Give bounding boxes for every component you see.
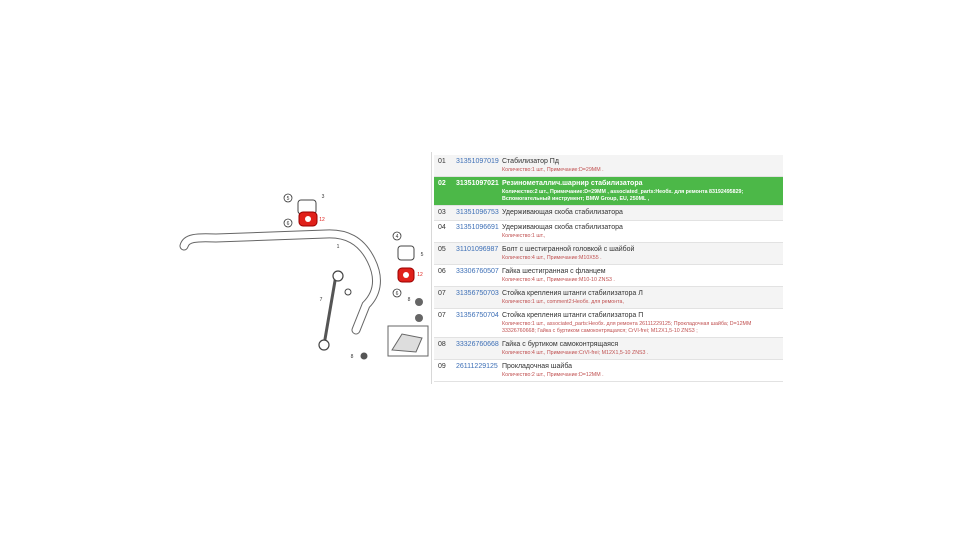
part-description bbox=[502, 287, 783, 309]
callout-8a: 8 bbox=[350, 354, 354, 360]
part-description bbox=[502, 177, 783, 206]
part-note: Количество:4 шт., Примечание:CrVI-frei; M12X1,5-10 ZNS3 . bbox=[502, 350, 649, 356]
callout-12b: 12 bbox=[417, 272, 423, 278]
position-number: 02 bbox=[434, 177, 456, 206]
parts-row[interactable] bbox=[434, 177, 783, 206]
callout-3: 3 bbox=[321, 194, 325, 200]
parts-table bbox=[434, 155, 783, 382]
stabilizer-exploded-view bbox=[176, 180, 432, 370]
parts-row[interactable] bbox=[434, 360, 783, 382]
parts-row[interactable] bbox=[434, 338, 783, 360]
part-name: Гайка шестигранная с фланцем bbox=[502, 268, 606, 275]
part-number-link[interactable]: 31351097021 bbox=[456, 177, 502, 206]
part-number-link[interactable]: 31351096691 bbox=[456, 221, 502, 243]
part-name: Удерживающая скоба стабилизатора bbox=[502, 209, 623, 216]
stabilizer-bar bbox=[184, 234, 376, 330]
part-number-link[interactable]: 31101096987 bbox=[456, 243, 502, 265]
parts-row[interactable] bbox=[434, 287, 783, 309]
part-name: Удерживающая скоба стабилизатора bbox=[502, 224, 623, 231]
part-note: Количество:1 шт., Примечание:D=29MM . bbox=[502, 167, 604, 173]
part-number-link[interactable]: 31356750704 bbox=[456, 309, 502, 338]
parts-row[interactable] bbox=[434, 206, 783, 221]
part-note: Количество:2 шт., Примечание:D=29MM , associated_parts:Необх. для ремонта 83192495829; Вспомогательный инструмент; BMW Group, EU, 250ML , bbox=[502, 189, 744, 202]
position-number: 07 bbox=[434, 309, 456, 338]
part-description bbox=[502, 338, 783, 360]
callout-6b: 6 bbox=[395, 291, 399, 297]
part-number-link[interactable]: 33326760668 bbox=[456, 338, 502, 360]
parts-row[interactable] bbox=[434, 309, 783, 338]
position-number: 05 bbox=[434, 243, 456, 265]
part-number-link[interactable]: 26111229125 bbox=[456, 360, 502, 382]
part-note: Количество:2 шт., Примечание:D=12MM . bbox=[502, 372, 604, 378]
part-note: Количество:1 шт., associated_parts:Необх. для ремонта 26111229125; Прокладочная шайба; D=12MM 33326760668; Гайка с буртиком самоконтрящаяся; CrVI-frei; M12X1,5-10 ZNS3 ; bbox=[502, 321, 752, 334]
part-name: Стабилизатор Пд bbox=[502, 158, 559, 165]
part-note: Количество:4 шт., Примечание:M10-10 ZNS3 . bbox=[502, 277, 615, 283]
callout-5b: 4 bbox=[395, 234, 399, 240]
part-name: Гайка с буртиком самоконтрящаяся bbox=[502, 341, 619, 348]
position-number: 03 bbox=[434, 206, 456, 221]
panel-divider bbox=[431, 152, 432, 384]
part-name: Стойка крепления штанги стабилизатора П bbox=[502, 312, 644, 319]
parts-row[interactable] bbox=[434, 265, 783, 287]
part-number-link[interactable]: 31356750703 bbox=[456, 287, 502, 309]
position-number: 09 bbox=[434, 360, 456, 382]
parts-row[interactable] bbox=[434, 243, 783, 265]
callout-5: 5 bbox=[286, 196, 290, 202]
position-number: 06 bbox=[434, 265, 456, 287]
part-description bbox=[502, 243, 783, 265]
part-name: Резинометаллич.шарнир стабилизатора bbox=[502, 180, 643, 187]
part-note: Количество:1 шт., bbox=[502, 233, 546, 239]
callout-4: 5 bbox=[420, 252, 424, 258]
bracket-4 bbox=[398, 246, 414, 260]
parts-row[interactable] bbox=[434, 155, 783, 177]
callout-6: 6 bbox=[286, 221, 290, 227]
position-number: 04 bbox=[434, 221, 456, 243]
part-number-link[interactable]: 33306760507 bbox=[456, 265, 502, 287]
position-number: 07 bbox=[434, 287, 456, 309]
parts-diagram bbox=[176, 180, 432, 370]
part-description bbox=[502, 221, 783, 243]
part-number-link[interactable]: 31351096753 bbox=[456, 206, 502, 221]
stabilizer-link bbox=[324, 275, 336, 345]
part-name: Болт с шестигранной головкой с шайбой bbox=[502, 246, 635, 253]
callout-1: 1 bbox=[336, 244, 340, 250]
part-note: Количество:1 шт., comment2:Необх. для ремонта, bbox=[502, 299, 624, 305]
position-number: 08 bbox=[434, 338, 456, 360]
parts-row[interactable] bbox=[434, 221, 783, 243]
part-description bbox=[502, 206, 783, 221]
part-name: Стойка крепления штанги стабилизатора Л bbox=[502, 290, 643, 297]
part-note: Количество:4 шт., Примечание:M10X55 . bbox=[502, 255, 602, 261]
part-number-link[interactable]: 31351097019 bbox=[456, 155, 502, 177]
part-description bbox=[502, 265, 783, 287]
part-description bbox=[502, 155, 783, 177]
part-description bbox=[502, 309, 783, 338]
callout-8b: 8 bbox=[407, 297, 411, 303]
position-number: 01 bbox=[434, 155, 456, 177]
callout-7: 7 bbox=[319, 297, 323, 303]
part-description bbox=[502, 360, 783, 382]
part-name: Прокладочная шайба bbox=[502, 363, 573, 370]
callout-12a: 12 bbox=[319, 217, 325, 223]
